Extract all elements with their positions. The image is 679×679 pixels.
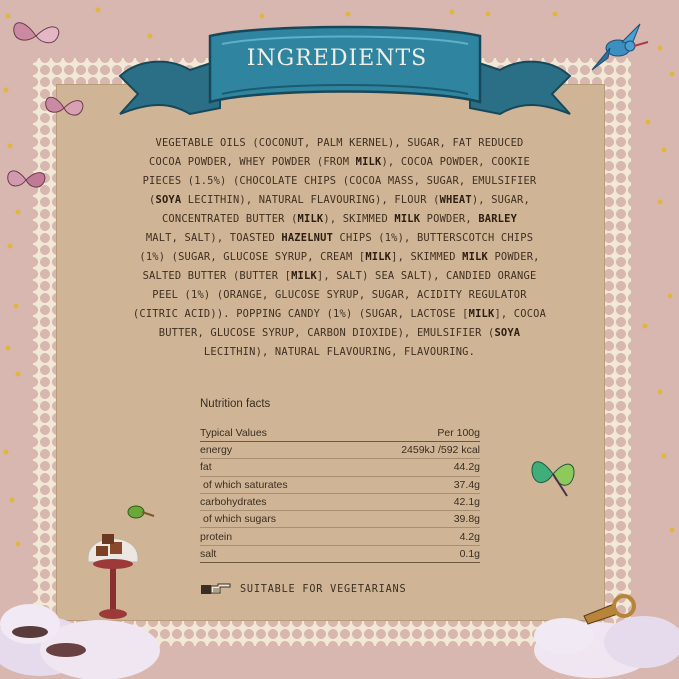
ingredients-segment: LECITHIN), NATURAL FLAVOURING, FLAVOURING. <box>203 346 476 358</box>
ingredients-segment: BUTTER, GLUCOSE SYRUP, CARBON DIOXIDE), EMULSIFIER ( <box>158 327 495 339</box>
butterfly-icon <box>40 88 90 122</box>
bird-and-cloche-illustration <box>74 492 158 632</box>
nutrition-row-value: 2459kJ /592 kcal <box>401 444 480 457</box>
allergen-text: HAZELNUT <box>281 232 334 244</box>
allergen-text: MILK <box>468 308 495 320</box>
nutrition-facts-table <box>200 398 480 563</box>
nutrition-row-value: 42.1g <box>453 496 480 509</box>
ingredients-line <box>110 210 569 229</box>
nutrition-row <box>200 511 480 528</box>
ingredients-segment: ], SKIMMED <box>391 251 463 263</box>
ingredients-line <box>110 343 569 362</box>
allergen-text: BARLEY <box>478 213 518 225</box>
banner-title: INGREDIENTS <box>246 46 428 71</box>
ingredients-line <box>110 324 569 343</box>
allergen-text: WHEAT <box>439 194 472 206</box>
ingredients-segment: ( <box>149 194 156 206</box>
allergen-text: SOYA <box>494 327 521 339</box>
nutrition-row <box>200 546 480 563</box>
nutrition-row <box>200 477 480 494</box>
nutrition-row <box>200 459 480 476</box>
ingredients-line <box>110 305 569 324</box>
ingredients-segment: (1%) (SUGAR, GLUCOSE SYRUP, CREAM [ <box>139 251 366 263</box>
pointing-hand-icon <box>200 580 232 598</box>
butterfly-icon <box>4 162 50 196</box>
ingredients-segment: LECITHIN), NATURAL FLAVOURING), FLOUR ( <box>181 194 440 206</box>
cloud-right-illustration <box>524 586 679 679</box>
ingredients-segment: ], SALT) SEA SALT), CANDIED ORANGE <box>316 270 537 282</box>
ingredients-line <box>110 134 569 153</box>
nutrition-row-label: salt <box>200 547 217 560</box>
nutrition-row <box>200 494 480 511</box>
nutrition-row-value: 44.2g <box>453 461 480 474</box>
allergen-text: MILK <box>462 251 488 263</box>
allergen-text: SOYA <box>155 194 182 206</box>
nutrition-row <box>200 528 480 545</box>
ingredients-segment: SALTED BUTTER (BUTTER [ <box>142 270 292 282</box>
ingredients-segment: MALT, SALT), TOASTED <box>145 232 282 244</box>
allergen-text: MILK <box>291 270 317 282</box>
ingredients-line <box>110 267 569 286</box>
vegetarian-note <box>200 580 406 598</box>
ingredients-line <box>110 153 569 172</box>
ingredients-segment: ), SUGAR, <box>471 194 530 206</box>
nutrition-row-label: energy <box>200 444 233 457</box>
nutrition-row-value: 37.4g <box>453 478 480 491</box>
nutrition-row-label: protein <box>200 530 233 543</box>
nutrition-header-value: Per 100g <box>437 426 480 439</box>
ribbon-banner <box>110 18 580 128</box>
nutrition-row-value: 39.8g <box>453 513 480 526</box>
allergen-text: MILK <box>297 213 324 225</box>
allergen-text: MILK <box>355 156 382 168</box>
ingredients-segment: PEEL (1%) (ORANGE, GLUCOSE SYRUP, SUGAR, ACIDITY REGULATOR <box>152 289 527 301</box>
ingredients-segment: ), SKIMMED <box>323 213 395 225</box>
nutrition-row <box>200 442 480 459</box>
ingredients-segment: PIECES (1.5%) (CHOCOLATE CHIPS (COCOA MASS, SUGAR, EMULSIFIER <box>142 175 537 187</box>
ingredients-text <box>110 134 569 362</box>
ingredients-line <box>110 248 569 267</box>
ingredients-segment: ), COCOA POWDER, COOKIE <box>381 156 530 168</box>
ingredients-segment: (CITRIC ACID)). POPPING CANDY (1%) (SUGAR, LACTOSE [ <box>132 308 469 320</box>
nutrition-header-row <box>200 424 480 442</box>
allergen-text: MILK <box>394 213 421 225</box>
ingredients-segment: CONCENTRATED BUTTER ( <box>161 213 298 225</box>
ingredients-line <box>110 229 569 248</box>
ingredients-segment: ], COCOA <box>494 308 547 320</box>
butterfly-icon <box>527 446 579 500</box>
ingredients-segment: COCOA POWDER, WHEY POWDER (FROM <box>149 156 356 168</box>
nutrition-row-value: 4.2g <box>459 530 480 543</box>
bird-icon <box>588 18 652 80</box>
allergen-text: MILK <box>365 251 392 263</box>
ingredients-line <box>110 191 569 210</box>
ingredients-segment: POWDER, <box>487 251 540 263</box>
nutrition-title: Nutrition facts <box>200 398 271 410</box>
ingredients-line <box>110 286 569 305</box>
nutrition-row-label: of which sugars <box>203 513 276 526</box>
vegetarian-label: SUITABLE FOR VEGETARIANS <box>240 583 407 595</box>
ingredients-line <box>110 172 569 191</box>
ingredients-segment: VEGETABLE OILS (COCONUT, PALM KERNEL), SUGAR, FAT REDUCED <box>155 137 524 149</box>
ingredients-segment: CHIPS (1%), BUTTERSCOTCH CHIPS <box>333 232 534 244</box>
nutrition-row-label: of which saturates <box>203 478 288 491</box>
nutrition-header-label: Typical Values <box>200 426 267 439</box>
nutrition-row-label: carbohydrates <box>200 496 267 509</box>
ingredients-segment: POWDER, <box>420 213 479 225</box>
butterfly-icon <box>6 14 66 54</box>
nutrition-row-value: 0.1g <box>459 547 480 560</box>
nutrition-row-label: fat <box>200 461 212 474</box>
